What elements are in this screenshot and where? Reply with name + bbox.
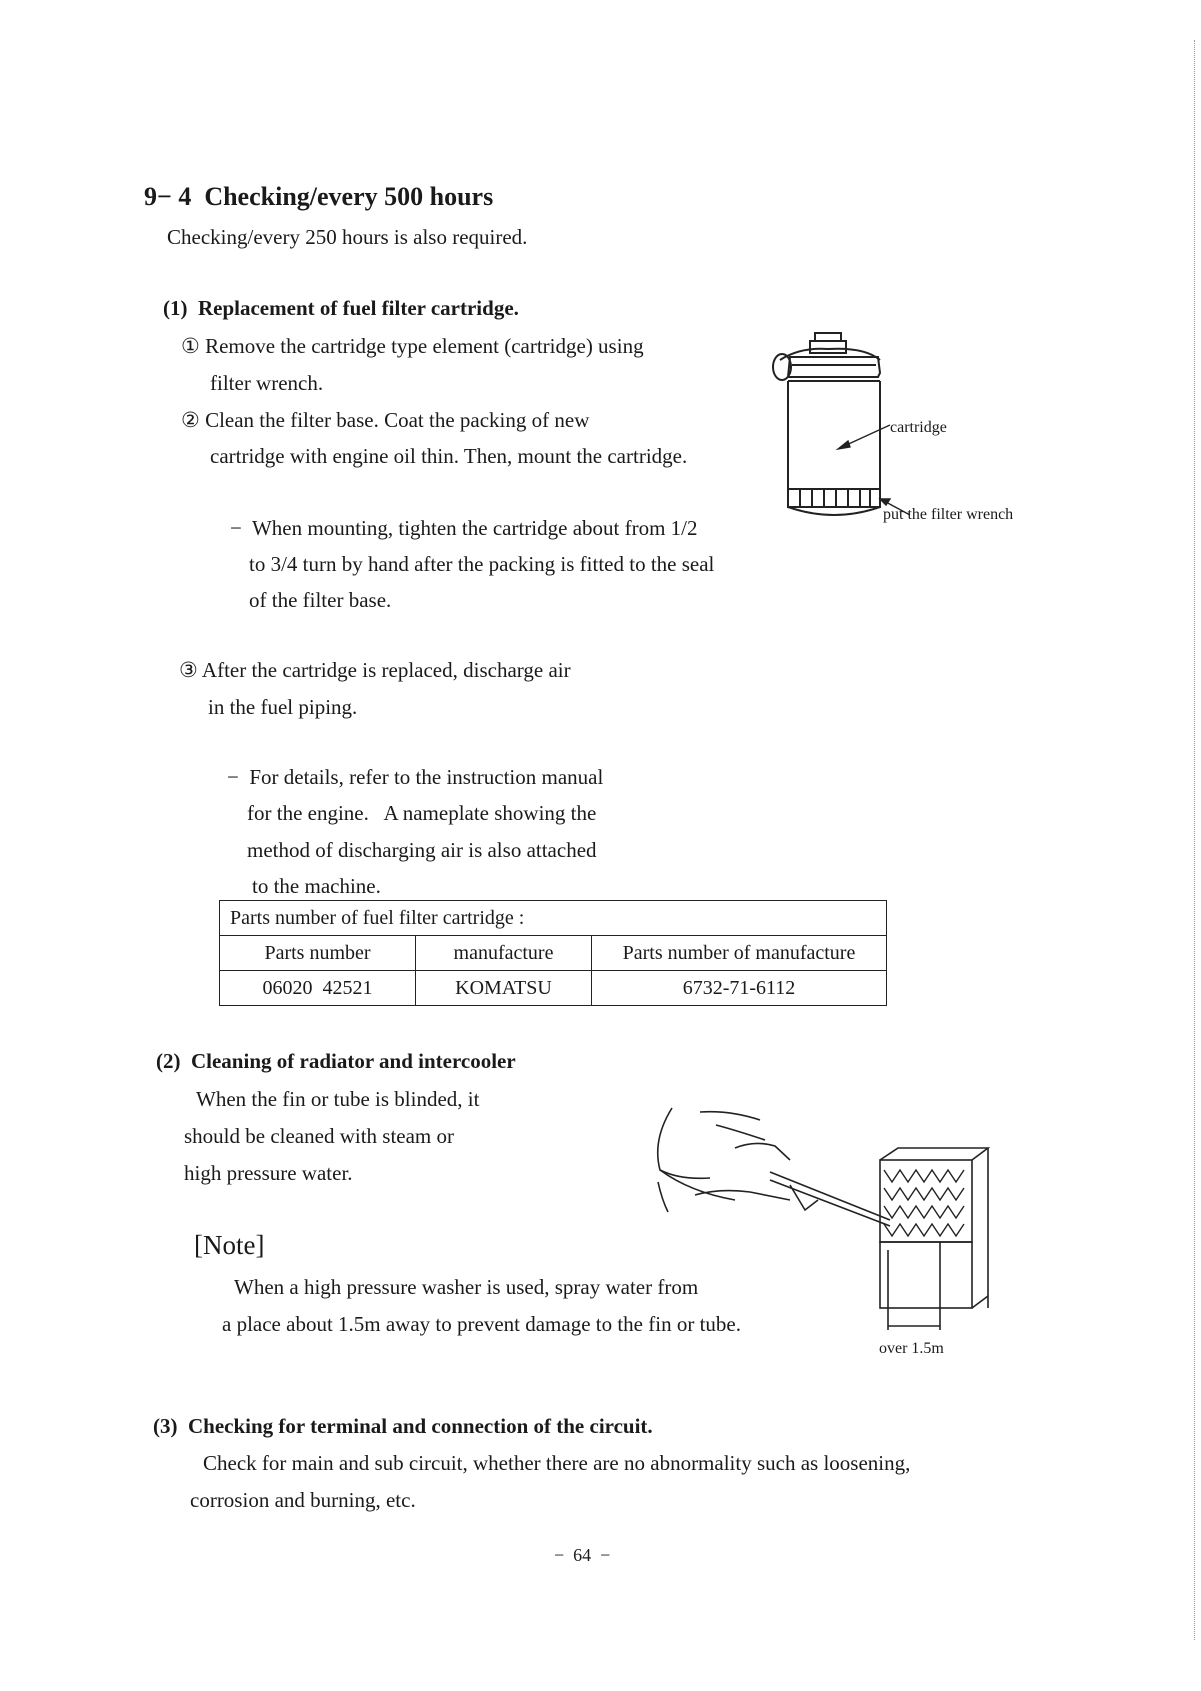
section-title: 9− 4 Checking/every 500 hours	[144, 182, 494, 211]
table-caption-row	[220, 901, 887, 936]
item1-note2-line1: − For details, refer to the instruction manual	[227, 765, 604, 789]
item1-step2-line1: ② Clean the filter base. Coat the packing of new	[181, 408, 590, 432]
washer-radiator-figure	[640, 1100, 1010, 1350]
item1-heading: (1) Replacement of fuel filter cartridge.	[163, 296, 519, 320]
item2-heading: (2) Cleaning of radiator and intercooler	[156, 1049, 516, 1073]
item1-note1-line2: to 3/4 turn by hand after the packing is fitted to the seal	[249, 552, 715, 576]
item1-step3-line2: in the fuel piping.	[208, 695, 358, 719]
item1-note2-line3: method of discharging air is also attached	[247, 838, 597, 862]
item2-line2: should be cleaned with steam or	[184, 1124, 455, 1148]
item1-note1-line1: − When mounting, tighten the cartridge about from 1/2	[230, 516, 698, 540]
table-cell: KOMATSU	[416, 971, 592, 1006]
page-edge-line	[1194, 40, 1195, 1640]
item2-line3: high pressure water.	[184, 1161, 353, 1185]
table-header-cell: Parts number	[220, 936, 416, 971]
item3-line1: Check for main and sub circuit, whether there are no abnormality such as loosening,	[203, 1451, 911, 1475]
table-row	[220, 971, 887, 1006]
item1-note2-line2: for the engine. A nameplate showing the	[247, 801, 597, 825]
table-header-cell: Parts number of manufacture	[592, 936, 887, 971]
item1-note1-line3: of the filter base.	[249, 588, 392, 612]
label-cartridge: cartridge	[890, 419, 947, 436]
table-header-row	[220, 936, 887, 971]
note-line2: a place about 1.5m away to prevent damage to the fin or tube.	[222, 1312, 741, 1336]
item1-note2-line4: to the machine.	[252, 874, 381, 898]
page-number: − 64 −	[554, 1545, 611, 1565]
table-cell: 6732-71-6112	[592, 971, 887, 1006]
label-filter-wrench: put the filter wrench	[883, 506, 1014, 523]
item3-line2: corrosion and burning, etc.	[190, 1488, 416, 1512]
item1-step2-line2: cartridge with engine oil thin. Then, mount the cartridge.	[210, 444, 688, 468]
note-line1: When a high pressure washer is used, spray water from	[234, 1275, 699, 1299]
label-over-distance: over 1.5m	[879, 1340, 944, 1357]
table-caption: Parts number of fuel filter cartridge :	[220, 901, 887, 936]
item3-heading: (3) Checking for terminal and connection of the circuit.	[153, 1414, 653, 1438]
table-header-cell: manufacture	[416, 936, 592, 971]
item1-step3-line1: ③ After the cartridge is replaced, discharge air	[179, 658, 571, 682]
item2-line1: When the fin or tube is blinded, it	[196, 1087, 480, 1111]
section-subtitle: Checking/every 250 hours is also required.	[167, 225, 528, 249]
item1-step1-line2: filter wrench.	[210, 371, 324, 395]
table-cell: 06020 42521	[220, 971, 416, 1006]
item1-step1-line1: ① Remove the cartridge type element (cartridge) using	[181, 334, 644, 358]
parts-table	[219, 900, 887, 1006]
note-heading: [Note]	[194, 1230, 265, 1260]
